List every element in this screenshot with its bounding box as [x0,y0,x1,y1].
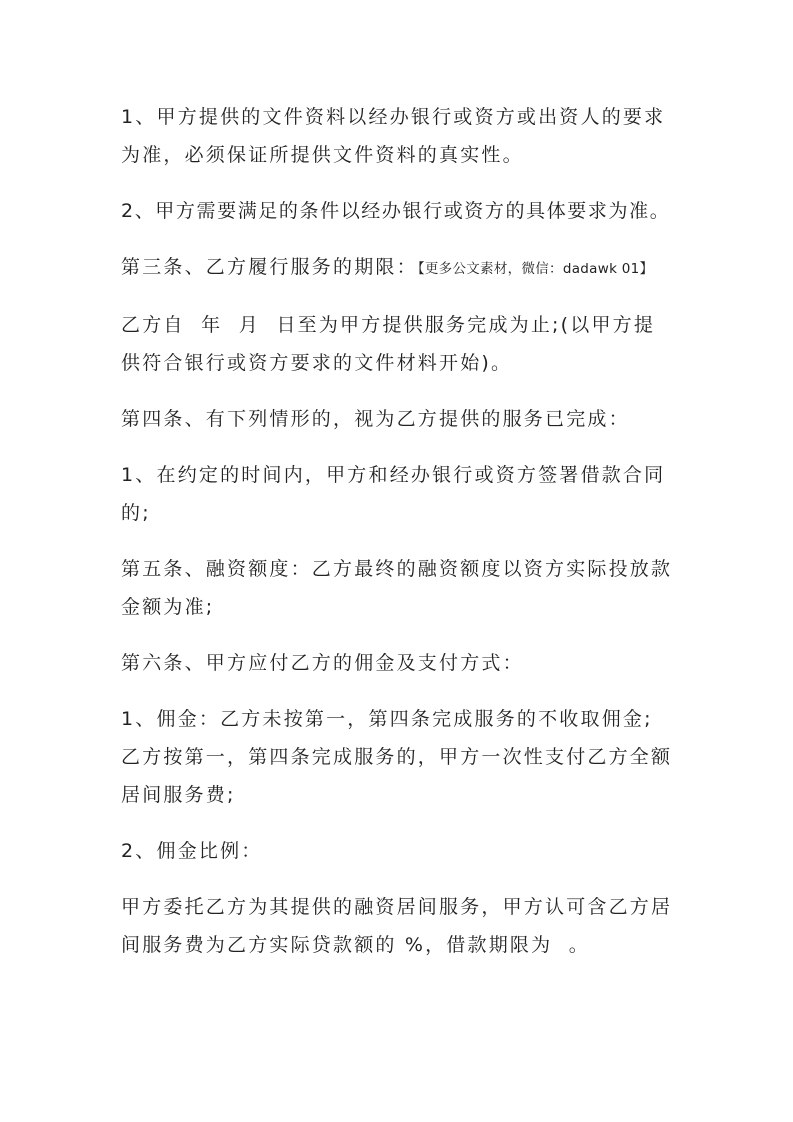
paragraph-article-6-item-2: 2、佣金比例： [121,840,263,862]
paragraph-article-2-item-1: 1、甲方提供的文件资料以经办银行或资方或出资人的要求为准，必须保证所提供文件资料的真实性。 [121,106,666,166]
paragraph-article-3-term: 乙方自 年 月 日至为甲方提供服务完成为止;(以甲方提供符合银行或资方要求的文件材料开始)。 [121,314,656,374]
paragraph-article-5: 第五条、融资额度：乙方最终的融资额度以资方实际投放款金额为准; [121,558,673,618]
paragraph-article-4-item-1: 1、在约定的时间内，甲方和经办银行或资方签署借款合同的; [121,464,666,524]
paragraph-article-4-heading: 第四条、有下列情形的，视为乙方提供的服务已完成： [121,408,630,430]
paragraph-article-6-heading: 第六条、甲方应付乙方的佣金及支付方式： [121,652,524,674]
article-3-title: 第三条、乙方履行服务的期限： [121,256,418,278]
document-body [121,98,673,964]
promo-note: 【更多公文素材，微信：dadawk 01】 [417,261,654,277]
paragraph-article-2-item-2: 2、甲方需要满足的条件以经办银行或资方的具体要求为准。 [121,200,671,222]
paragraph-article-3-heading [121,248,673,288]
paragraph-article-6-item-1: 1、佣金：乙方未按第一，第四条完成服务的不收取佣金;乙方按第一，第四条完成服务的，甲方一次性支付乙方全额居间服务费; [121,708,673,806]
paragraph-commission-rate: 甲方委托乙方为其提供的融资居间服务，甲方认可含乙方居间服务费为乙方实际贷款额的 %，借款期限为 。 [121,896,673,956]
